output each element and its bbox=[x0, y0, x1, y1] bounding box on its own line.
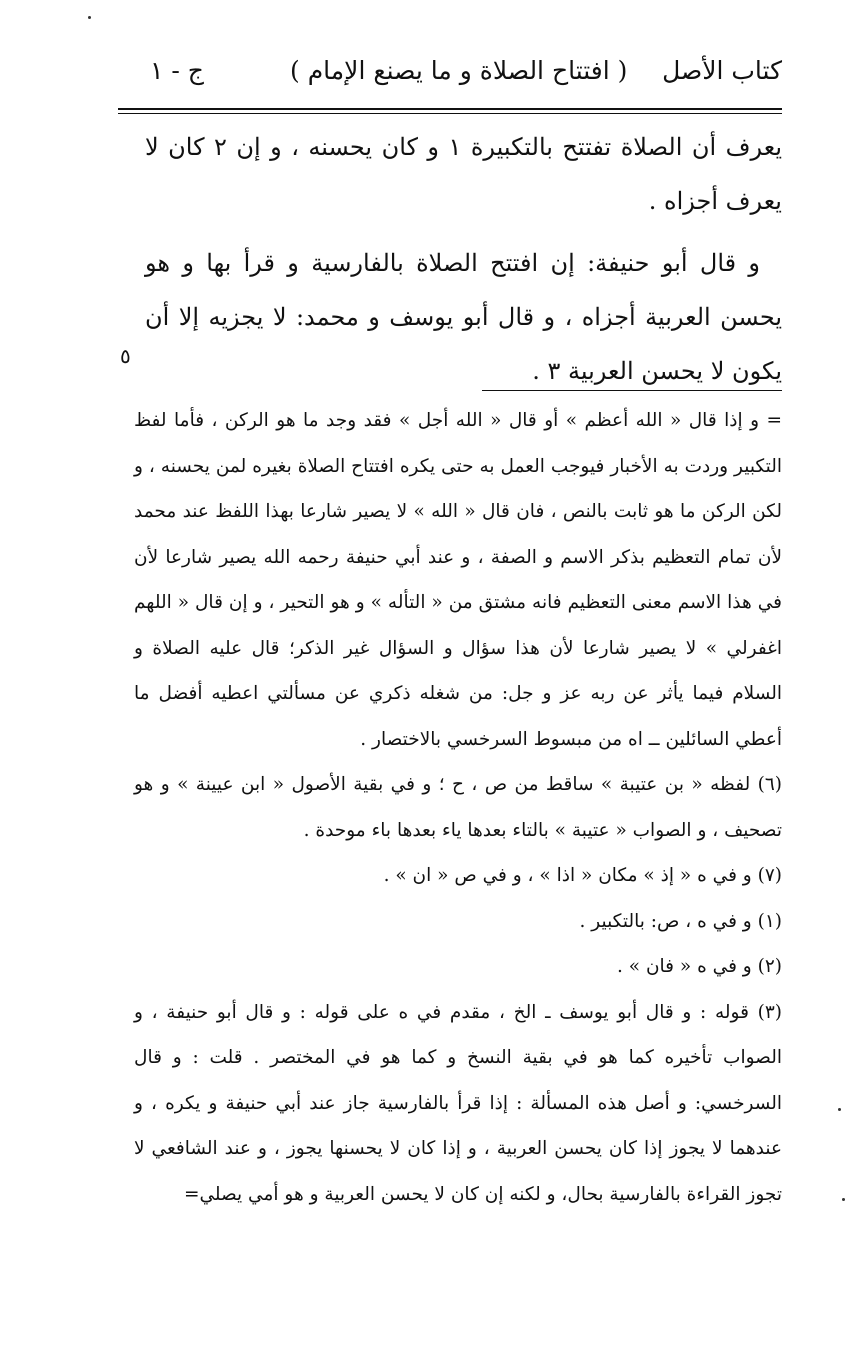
footnote-continuation: = و إذا قال « الله أعظم » أو قال « الله أجل » فقد وجد ما هو الركن ، فأما لفظ التكبير وردت به الأخبار فيوجب العمل به حتى يكره افتتاح الصلاة بغيره لمن يحسنه ، و لكن الركن ما هو ثابت بالنص ، فان قال « الله » لا يصير شارعا بهذا اللفظ عند محمد لأن تمام التعظيم بذكر الاسم و الصفة ، و عند أبي حنيفة رحمه الله يصير شارعا لأن في هذا الاسم معنى التعظيم فانه مشتق من « التأله » و هو التحير ، و إن قال « اللهم اغفرلي » لا يصير شارعا لأن هذا سؤال و السؤال غير الذكر؛ قال عليه الصلاة و السلام فيما يأثر عن ربه عز و جل: من شغله ذكري عن مسألتي اعطيه أفضل ما أعطي السائلين ــ اه من مبسوط السرخسي بالاختصار . bbox=[134, 410, 782, 750]
volume-number: ج - ١ bbox=[150, 56, 204, 85]
footnote: (٣) قوله : و قال أبو يوسف ـ الخ ، مقدم في ه على قوله : و قال أبو حنيفة ، و الصواب تأخيره كما هو في بقية النسخ و كما هو في المختصر . قلت : و قال السرخسي: و أصل هذه المسألة : إذا قرأ بالفارسية جاز عند أبي حنيفة و يكره ، و عندهما لا يجوز إذا كان يحسن العربية ، و إذا كان لا يحسنها يجوز ، و عند الشافعي لا تجوز القراءة بالفارسية بحال، و لكنه إن كان لا يحسن العربية و هو أمي يصلي= bbox=[134, 1001, 782, 1205]
main-paragraph: يعرف أن الصلاة تفتتح بالتكبيرة ١ و كان يحسنه ، و إن ٢ كان لا يعرف أجزاه . bbox=[145, 133, 782, 215]
header-rule-thick bbox=[118, 108, 782, 110]
scan-speck bbox=[838, 1108, 841, 1111]
line-number: ٥ bbox=[120, 344, 131, 368]
footnote: (٧) و في ه « إذ » مكان « اذا » ، و في ص « ان » . bbox=[383, 865, 782, 886]
page-header bbox=[150, 56, 782, 96]
footnote: (٢) و في ه « فان » . bbox=[616, 956, 782, 977]
header-rule-thin bbox=[118, 113, 782, 114]
chapter-title: ( افتتاح الصلاة و ما يصنع الإمام ) bbox=[290, 56, 628, 85]
footnote: (١) و في ه ، ص: بالتكبير . bbox=[579, 910, 782, 932]
footnote: (٦) لفظه « بن عتيبة » ساقط من ص ، ح ؛ و في بقية الأصول « ابن عيينة » و هو تصحيف ، و الصواب « عتيبة » بالتاء بعدها ياء بعدها باء موحدة . bbox=[134, 774, 782, 841]
main-paragraph: و قال أبو حنيفة: إن افتتح الصلاة بالفارسية و قرأ بها و هو يحسن العربية أجزاه ، و قال أبو يوسف و محمد: لا يجزيه إلا أن يكون لا يحسن العربية ٣ . bbox=[145, 249, 783, 385]
footnotes bbox=[134, 398, 782, 1217]
scan-speck bbox=[842, 1198, 845, 1201]
main-text bbox=[145, 120, 782, 398]
footnote-separator bbox=[482, 390, 782, 391]
book-title: كتاب الأصل bbox=[662, 56, 782, 85]
scan-speck bbox=[88, 16, 91, 19]
